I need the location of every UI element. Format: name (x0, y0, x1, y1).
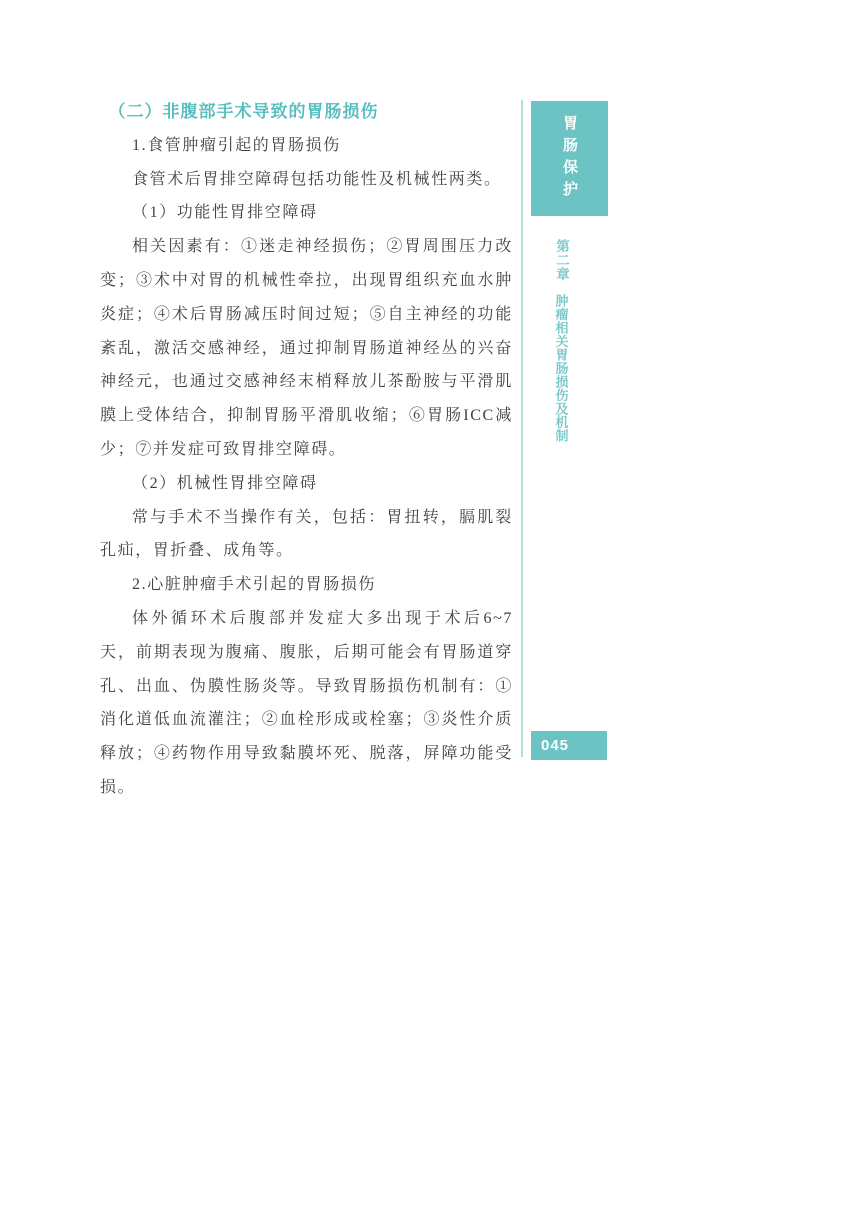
main-text-column (100, 95, 513, 805)
body-paragraph: 常与手术不当操作有关，包括：胃扭转，膈肌裂孔疝，胃折叠、成角等。 (100, 508, 513, 560)
body-paragraph-subheading-2: （1）功能性胃排空障碍 (132, 204, 318, 222)
chapter-title: 肿瘤相关胃肠损伤及机制 (553, 294, 569, 443)
book-title: 胃肠保护 (561, 114, 578, 203)
book-title-box (531, 101, 608, 216)
body-paragraph-subheading-4: 2.心脏肿瘤手术引起的胃肠损伤 (132, 576, 377, 594)
page-number-badge: 045 (531, 731, 607, 760)
body-paragraph-subheading-1: 1.食管肿瘤引起的胃肠损伤 (132, 136, 341, 154)
sidebar-divider-line (521, 100, 523, 757)
body-paragraph: 食管术后胃排空障碍包括功能性及机械性两类。 (132, 170, 502, 188)
chapter-number: 第二章 (554, 239, 569, 281)
chapter-sidebar (547, 239, 575, 443)
body-paragraph-subheading-3: （2）机械性胃排空障碍 (132, 474, 318, 492)
body-paragraph: 相关因素有：①迷走神经损伤；②胃周围压力改变；③术中对胃的机械性牵拉，出现胃组织充血水肿炎症；④术后胃肠减压时间过短；⑤自主神经的功能紊乱，激活交感神经，通过抑制胃肠道神经丛的兴奋神经元，也通过交感神经末梢释放儿茶酚胺与平滑肌膜上受体结合，抑制胃肠平滑肌收缩；⑥胃肠ICC减少；⑦并发症可致胃排空障碍。 (100, 238, 513, 458)
body-paragraph: 体外循环术后腹部并发症大多出现于术后6~7天，前期表现为腹痛、腹胀，后期可能会有胃肠道穿孔、出血、伪膜性肠炎等。导致胃肠损伤机制有：①消化道低血流灌注；②血栓形成或栓塞；③炎性介质释放；④药物作用导致黏膜坏死、脱落，屏障功能受损。 (100, 609, 513, 796)
section-heading: （二）非腹部手术导致的胃肠损伤 (108, 102, 379, 121)
